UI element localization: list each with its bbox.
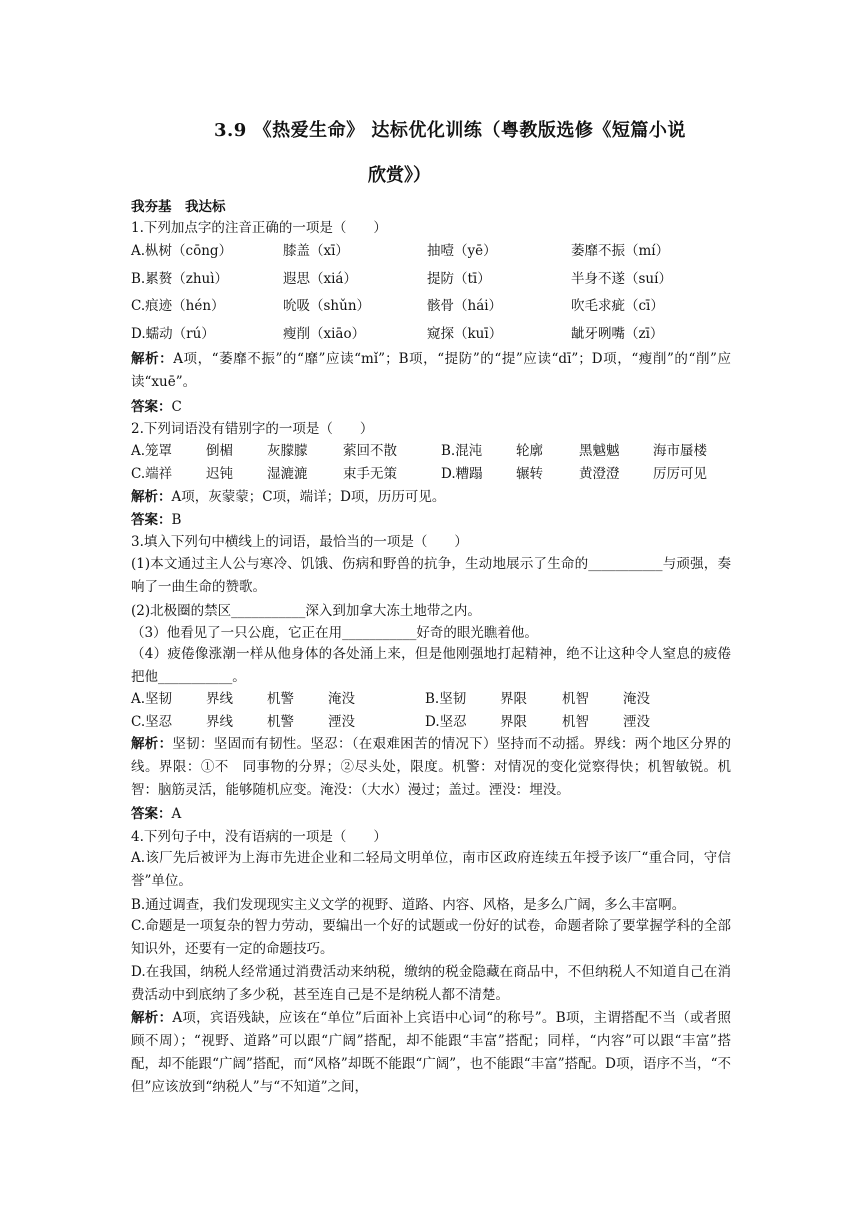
q3-answer-label: 答案： xyxy=(131,806,172,822)
title-line-2: 欣赏》） xyxy=(368,165,431,186)
q3-r1-7: 机智 xyxy=(562,691,589,707)
q3-r1-4: 淹没 xyxy=(328,691,355,707)
q1-a-2: 膝盖（xī） xyxy=(283,243,349,259)
q1-b-3: 提防（tī） xyxy=(427,271,491,287)
q2-r1-5: B.混沌 xyxy=(441,443,483,459)
q1-d-2: 瘦削（xiāo） xyxy=(283,326,366,342)
q1-answer xyxy=(131,398,182,416)
q1-answer-value: C xyxy=(171,399,182,415)
q1-b-2: 遐思（xiá） xyxy=(283,271,357,287)
q1-a-1: A.枞树（cōng） xyxy=(131,243,233,259)
q2-r1-7: 黑魆魆 xyxy=(579,443,620,459)
q2-r1-3: 灰朦朦 xyxy=(267,443,308,459)
q2-r1-6: 轮廓 xyxy=(516,443,543,459)
q2-r2-5: D.糟蹋 xyxy=(441,466,483,482)
q3-analysis-text: 坚韧：坚固而有韧性。坚忍：（在艰难困苦的情况下）坚持而不动摇。界线：两个地区分界的线。界限：①不 同事物的分界；②尽头处，限度。机警：对情况的变化觉察得快；机智敏锐。机智：脑筋灵活，能够随机应变。淹没：（大水）漫过；盖过。湮没：埋没。 xyxy=(131,736,731,798)
q3-sentence-3: （3）他看见了一只公鹿，它正在用___________好奇的眼光瞧着他。 xyxy=(131,625,538,641)
q2-answer-label: 答案： xyxy=(131,512,172,528)
q4-analysis-text: A项，宾语残缺，应该在“单位”后面补上宾语中心词“的称号”。B项，主谓搭配不当（或者照顾不周）；“视野、道路”可以跟“广阔”搭配，却不能跟“丰富”搭配；同样，“内容”可以跟“丰富”搭配，却不能跟“广阔”搭配，而“风格”却既不能跟“广阔”，也不能跟“丰富”搭配。D项，语序不当，“不但”应该放到“纳税人”与“不知道”之间， xyxy=(131,1010,732,1095)
q2-r2-3: 湿漉漉 xyxy=(267,466,308,482)
q2-r2-2: 迟钝 xyxy=(206,466,233,482)
q2-analysis-text: A项，灰蒙蒙；C项，端详；D项，历历可见。 xyxy=(171,489,446,505)
q3-stem: 3.填入下列句中横线上的词语，最恰当的一项是（ ） xyxy=(131,534,468,550)
q3-r2-4: 湮没 xyxy=(328,714,355,730)
q3-answer xyxy=(131,805,181,823)
q1-analysis xyxy=(131,348,731,394)
q1-d-1: D.蠕动（rú） xyxy=(131,326,215,342)
q3-r2-5: D.坚忍 xyxy=(425,714,467,730)
q2-r2-6: 辗转 xyxy=(516,466,543,482)
q2-answer xyxy=(131,511,181,529)
q3-r2-7: 机智 xyxy=(562,714,589,730)
q1-answer-label: 答案： xyxy=(131,399,172,415)
q2-stem: 2.下列词语没有错别字的一项是（ ） xyxy=(131,421,374,437)
q4-option-b: B.通过调查，我们发现现实主义文学的视野、道路、内容、风格，是多么广阔，多么丰富啊。 xyxy=(131,897,686,913)
q1-a-3: 抽噎（yē） xyxy=(427,243,497,259)
q3-r1-5: B.坚韧 xyxy=(425,691,467,707)
q1-c-4: 吹毛求疵（cī） xyxy=(571,298,664,314)
q2-r1-2: 倒楣 xyxy=(206,443,233,459)
q1-a-4: 萎靡不振（mí） xyxy=(571,243,670,259)
q2-answer-value: B xyxy=(171,512,182,528)
q2-analysis-label: 解析： xyxy=(131,489,172,505)
q1-b-4: 半身不遂（suí） xyxy=(571,271,672,287)
q3-answer-value: A xyxy=(171,806,182,822)
q1-b-1: B.累赘（zhuì） xyxy=(131,271,229,287)
q4-analysis xyxy=(131,1007,731,1099)
q3-analysis xyxy=(131,733,731,802)
q1-c-2: 吮吸（shǔn） xyxy=(283,298,371,314)
q3-r1-3: 机警 xyxy=(267,691,294,707)
q1-analysis-text: A项，“萎靡不振”的“靡”应读“mǐ”；B项，“提防”的“提”应读“dī”；D项，“瘦削”的“削”应读“xuē”。 xyxy=(131,351,732,390)
q2-r2-7: 黄澄澄 xyxy=(579,466,620,482)
q2-r1-8: 海市蜃楼 xyxy=(653,443,707,459)
q3-analysis-label: 解析： xyxy=(131,736,173,752)
q3-r1-8: 淹没 xyxy=(623,691,650,707)
q4-option-c: C.命题是一项复杂的智力劳动，要编出一个好的试题或一份好的试卷，命题者除了要掌握学科的全部知识外，还要有一定的命题技巧。 xyxy=(131,918,731,957)
q3-r1-2: 界线 xyxy=(206,691,233,707)
q3-sentence-1: (1)本文通过主人公与寒冷、饥饿、伤病和野兽的抗争，生动地展示了生命的___________与顽强，奏响了一曲生命的赞歌。 xyxy=(131,556,731,595)
q2-r2-4: 束手无策 xyxy=(343,466,397,482)
q1-d-3: 窥探（kuī） xyxy=(427,326,503,342)
q2-r2-1: C.端祥 xyxy=(131,466,173,482)
title-line-1: 3.9 《热爱生命》 达标优化训练（粤教版选修《短篇小说 xyxy=(214,120,686,141)
q2-r2-8: 厉厉可见 xyxy=(653,466,707,482)
section-heading: 我夯基 我达标 xyxy=(131,199,226,215)
q1-analysis-label: 解析： xyxy=(131,351,174,367)
q1-c-3: 骸骨（hái） xyxy=(427,298,503,314)
q3-r2-6: 界限 xyxy=(500,714,527,730)
q2-r1-1: A.笼罩 xyxy=(131,443,173,459)
q1-d-4: 龇牙咧嘴（zī） xyxy=(571,326,664,342)
q3-r1-6: 界限 xyxy=(500,691,527,707)
q4-analysis-label: 解析： xyxy=(131,1010,173,1026)
q1-stem: 1.下列加点字的注音正确的一项是（ ） xyxy=(131,220,387,236)
q3-r2-8: 湮没 xyxy=(623,714,650,730)
q4-option-d: D.在我国，纳税人经常通过消费活动来纳税，缴纳的税金隐藏在商品中，不但纳税人不知道自己在消费活动中到底纳了多少税，甚至连自己是不是纳税人都不清楚。 xyxy=(131,964,731,1003)
q3-sentence-4: （4）疲倦像涨潮一样从他身体的各处涌上来，但是他刚强地打起精神，绝不让这种令人窒息的疲倦把他___________。 xyxy=(131,646,731,685)
q3-sentence-2: (2)北极圈的禁区___________深入到加拿大冻土地带之内。 xyxy=(131,603,481,619)
q3-r2-1: C.坚忍 xyxy=(131,714,173,730)
q3-r2-3: 机警 xyxy=(267,714,294,730)
q4-stem: 4.下列句子中，没有语病的一项是（ ） xyxy=(131,829,387,845)
q2-analysis xyxy=(131,488,445,506)
q4-option-a: A.该厂先后被评为上海市先进企业和二轻局文明单位，南市区政府连续五年授予该厂“重合同，守信誉”单位。 xyxy=(131,850,731,889)
q1-c-1: C.痕迹（hén） xyxy=(131,298,225,314)
q3-r2-2: 界线 xyxy=(206,714,233,730)
q2-r1-4: 萦回不散 xyxy=(343,443,397,459)
q3-r1-1: A.坚韧 xyxy=(131,691,173,707)
